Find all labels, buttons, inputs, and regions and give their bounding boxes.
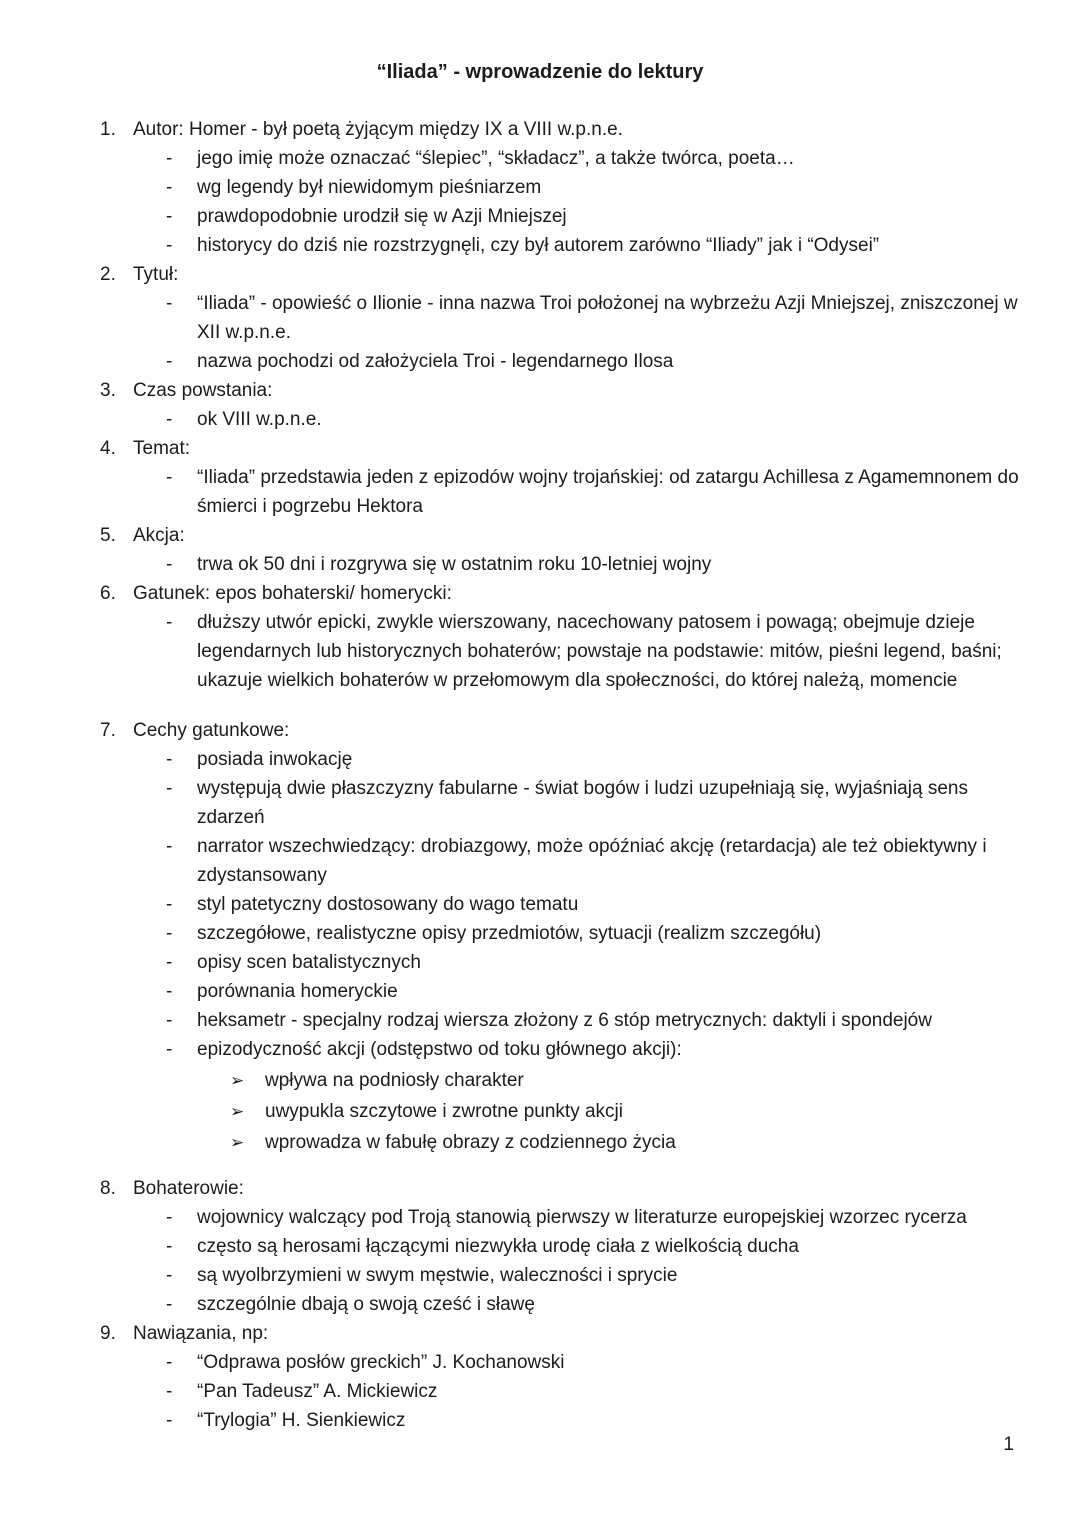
list-item-7 <box>0 716 1080 745</box>
bullet-text: “Pan Tadeusz” A. Mickiewicz <box>197 1381 438 1402</box>
bullet-text: epizodyczność akcji (odstępstwo od toku głównego akcji): <box>197 1039 682 1060</box>
dash-bullet: - <box>166 836 173 857</box>
bullet-text: “Iliada” przedstawia jeden z epizodów wojny trojańskiej: od zatargu Achillesa z Agamemnonem do śmierci i pogrzebu Hektora <box>197 467 1019 517</box>
list-item-5 <box>0 521 1080 550</box>
bullet-text: wojownicy walczący pod Troją stanowią pierwszy w literaturze europejskiej wzorzec rycerza <box>197 1207 967 1228</box>
arrow-bullet-icon: ➢ <box>230 1102 245 1121</box>
list-item <box>0 890 1080 919</box>
list-item <box>0 919 1080 948</box>
bullet-text: występują dwie płaszczyzny fabularne - świat bogów i ludzi uzupełniają się, wyjaśniają sens zdarzeń <box>197 778 968 828</box>
list-item-8 <box>0 1174 1080 1203</box>
item-label: Temat: <box>133 438 191 459</box>
item-number: 6. <box>100 583 116 604</box>
bullet-text: nazwa pochodzi od założyciela Troi - legendarnego Ilosa <box>197 351 674 372</box>
list-item <box>0 1348 1080 1377</box>
list-item <box>0 144 1080 173</box>
list-item <box>0 550 1080 579</box>
list-item <box>0 347 1080 376</box>
arrow-bullet-icon: ➢ <box>230 1133 245 1152</box>
bullet-text: wg legendy był niewidomym pieśniarzem <box>197 177 542 198</box>
bullet-text: dłuższy utwór epicki, zwykle wierszowany, nacechowany patosem i powagą; obejmuje dzieje legendarnych lub historycznych bohaterów; powstaje na podstawie: mitów, pieśni legend, baśni; ukazuje wielkich bohaterów w przełomowym dla społeczności, do której należą, momencie <box>197 612 1002 691</box>
item-number: 5. <box>100 525 116 546</box>
list-item-4 <box>0 434 1080 463</box>
page-title: “Iliada” - wprowadzenie do lektury <box>376 61 704 83</box>
arrow-bullet-icon: ➢ <box>230 1071 245 1090</box>
dash-bullet: - <box>166 351 173 372</box>
item-label: Czas powstania: <box>133 380 273 401</box>
dash-bullet: - <box>166 952 173 973</box>
list-item <box>0 1006 1080 1035</box>
dash-bullet: - <box>166 1010 173 1031</box>
dash-bullet: - <box>166 1381 173 1402</box>
bullet-text: jego imię może oznaczać “ślepiec”, “składacz”, a także twórca, poeta… <box>197 148 795 169</box>
list-item-2 <box>0 260 1080 289</box>
list-item-1 <box>0 115 1080 144</box>
dash-bullet: - <box>166 1207 173 1228</box>
list-item <box>0 977 1080 1006</box>
dash-bullet: - <box>166 894 173 915</box>
list-item <box>0 745 1080 774</box>
dash-bullet: - <box>166 1265 173 1286</box>
item-label: Akcja: <box>133 525 185 546</box>
bullet-text: szczególnie dbają o swoją cześć i sławę <box>197 1294 535 1315</box>
item-label: Nawiązania, np: <box>133 1323 269 1344</box>
list-item <box>0 1128 1080 1157</box>
bullet-text: posiada inwokację <box>197 749 353 770</box>
bullet-text: narrator wszechwiedzący: drobiazgowy, może opóźniać akcję (retardacja) ale też obiektywny i zdystansowany <box>197 836 987 886</box>
bullet-text: są wyolbrzymieni w swym męstwie, waleczności i sprycie <box>197 1265 678 1286</box>
bullet-text: “Odprawa posłów greckich” J. Kochanowski <box>197 1352 565 1373</box>
bullet-text: prawdopodobnie urodził się w Azji Mniejszej <box>197 206 567 227</box>
bullet-text: opisy scen batalistycznych <box>197 952 421 973</box>
list-item <box>0 1035 1080 1064</box>
item-number: 8. <box>100 1178 116 1199</box>
bullet-text: heksametr - specjalny rodzaj wiersza złożony z 6 stóp metrycznych: daktyli i spondejów <box>197 1010 932 1031</box>
list-item <box>0 608 1080 695</box>
bullet-text: ok VIII w.p.n.e. <box>197 409 322 430</box>
dash-bullet: - <box>166 177 173 198</box>
list-item <box>0 463 1080 521</box>
item-label: Tytuł: <box>133 264 179 285</box>
bullet-text: trwa ok 50 dni i rozgrywa się w ostatnim roku 10-letniej wojny <box>197 554 712 575</box>
item-label: Cechy gatunkowe: <box>133 720 290 741</box>
list-item <box>0 1066 1080 1095</box>
dash-bullet: - <box>166 293 173 314</box>
list-item <box>0 774 1080 832</box>
bullet-text: styl patetyczny dostosowany do wago tematu <box>197 894 579 915</box>
list-item-9 <box>0 1319 1080 1348</box>
list-item <box>0 405 1080 434</box>
dash-bullet: - <box>166 206 173 227</box>
dash-bullet: - <box>166 1410 173 1431</box>
bullet-text: porównania homeryckie <box>197 981 398 1002</box>
item-number: 7. <box>100 720 116 741</box>
dash-bullet: - <box>166 554 173 575</box>
dash-bullet: - <box>166 1039 173 1060</box>
dash-bullet: - <box>166 467 173 488</box>
list-item-3 <box>0 376 1080 405</box>
item-number: 3. <box>100 380 116 401</box>
item-label: Autor: Homer - był poetą żyjącym między IX a VIII w.p.n.e. <box>133 119 623 140</box>
list-item <box>0 1290 1080 1319</box>
item-label: Gatunek: epos bohaterski/ homerycki: <box>133 583 452 604</box>
item-number: 1. <box>100 119 116 140</box>
dash-bullet: - <box>166 1236 173 1257</box>
bullet-text: historycy do dziś nie rozstrzygnęli, czy był autorem zarówno “Iliady” jak i “Odysei” <box>197 235 880 256</box>
item-number: 4. <box>100 438 116 459</box>
bullet-text: wprowadza w fabułę obrazy z codziennego życia <box>265 1132 676 1153</box>
dash-bullet: - <box>166 148 173 169</box>
list-item <box>0 1203 1080 1232</box>
bullet-text: szczegółowe, realistyczne opisy przedmiotów, sytuacji (realizm szczegółu) <box>197 923 822 944</box>
item-number: 9. <box>100 1323 116 1344</box>
bullet-text: często są herosami łączącymi niezwykła urodę ciała z wielkością ducha <box>197 1236 799 1257</box>
list-item <box>0 1097 1080 1126</box>
list-item <box>0 948 1080 977</box>
dash-bullet: - <box>166 778 173 799</box>
dash-bullet: - <box>166 1294 173 1315</box>
list-item <box>0 202 1080 231</box>
bullet-text: “Iliada” - opowieść o Ilionie - inna nazwa Troi położonej na wybrzeżu Azji Mniejszej, zniszczonej w XII w.p.n.e. <box>197 293 1018 343</box>
page-number: 1 <box>1003 1434 1014 1455</box>
list-item <box>0 231 1080 260</box>
bullet-text: uwypukla szczytowe i zwrotne punkty akcji <box>265 1101 623 1122</box>
list-item <box>0 832 1080 890</box>
dash-bullet: - <box>166 981 173 1002</box>
dash-bullet: - <box>166 1352 173 1373</box>
list-item <box>0 289 1080 347</box>
list-item <box>0 173 1080 202</box>
dash-bullet: - <box>166 749 173 770</box>
bullet-text: wpływa na podniosły charakter <box>265 1070 524 1091</box>
dash-bullet: - <box>166 235 173 256</box>
list-item <box>0 1406 1080 1435</box>
item-label: Bohaterowie: <box>133 1178 244 1199</box>
list-item <box>0 1377 1080 1406</box>
item-number: 2. <box>100 264 116 285</box>
list-item-6 <box>0 579 1080 608</box>
dash-bullet: - <box>166 923 173 944</box>
bullet-text: “Trylogia” H. Sienkiewicz <box>197 1410 406 1431</box>
list-item <box>0 1261 1080 1290</box>
list-item <box>0 1232 1080 1261</box>
dash-bullet: - <box>166 612 173 633</box>
dash-bullet: - <box>166 409 173 430</box>
